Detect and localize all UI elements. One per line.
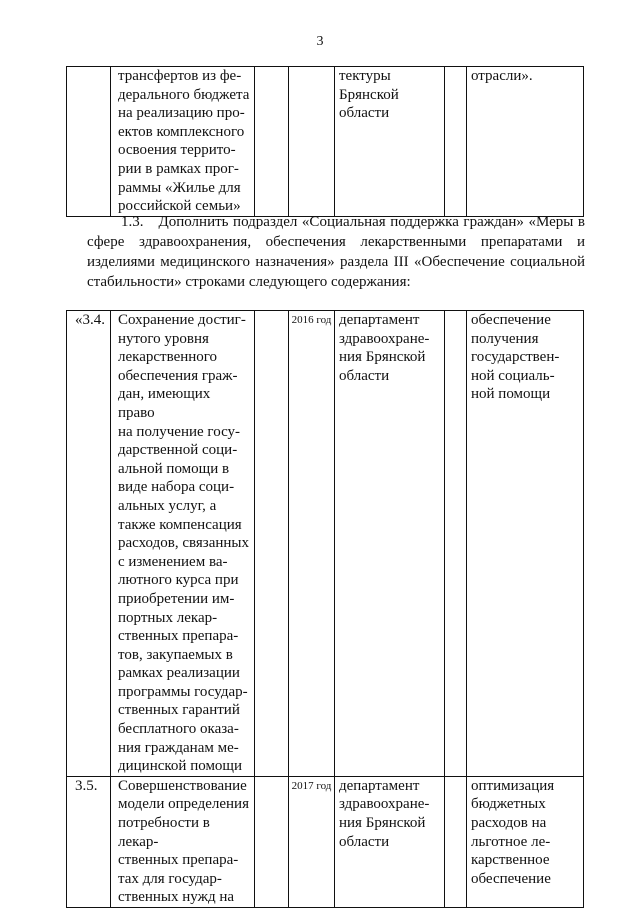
empty-cell <box>255 776 289 907</box>
amendment-paragraph: 1.3. Дополнить подраздел «Социальная поддержка граждан» «Меры в сфере здравоохранения, обеспечения лекарственными препаратами и изделиями медицинского назначения» раздела III «Обеспечение социальной стабильности» строками следующего содержания: <box>87 214 585 290</box>
page-number: 3 <box>316 34 324 49</box>
empty-cell <box>445 67 467 217</box>
empty-cell <box>255 67 289 217</box>
deadline-cell: 2016 год <box>289 311 335 777</box>
executor-cell: департамент здравоохране- ния Брянской области <box>335 776 445 907</box>
result-cell: обеспечение получения государствен- ной социаль- ной помощи <box>467 311 584 777</box>
executor-cell: тектуры Брянской области <box>335 67 445 217</box>
measures-table <box>66 310 584 908</box>
table-row <box>67 311 584 777</box>
empty-cell <box>445 776 467 907</box>
row-number: 3.5. <box>67 776 111 907</box>
result-cell: оптимизация бюджетных расходов на льготное ле- карственное обеспечение <box>467 776 584 907</box>
measure-text: Совершенствование модели определения потребности в лекар- ственных препара- тах для государ- ственных нужд на <box>111 776 255 907</box>
empty-cell <box>445 311 467 777</box>
table-row <box>67 776 584 907</box>
executor-cell: департамент здравоохране- ния Брянской области <box>335 311 445 777</box>
empty-cell <box>255 311 289 777</box>
deadline-cell <box>289 67 335 217</box>
row-number: «3.4. <box>67 311 111 777</box>
measure-text: Сохранение достиг- нутого уровня лекарственного обеспечения граж- дан, имеющих право на получение госу- дарственной соци- альной помощи в виде набора соци- альных услуг, а также компенсация расходов, связанных с изменением ва- лютного курса при приобретении им- портных лекар- ственных препара- тов, закупаемых в рамках реализации программы государ- ственных гарантий бесплатного оказа- ния гражданам ме- дицинской помощи <box>111 311 255 777</box>
table-row <box>67 67 584 217</box>
deadline-cell: 2017 год <box>289 776 335 907</box>
row-number <box>67 67 111 217</box>
measure-text: трансфертов из фе- дерального бюджета на реализацию про- ектов комплексного освоения террито- рии в рамках прог- раммы «Жилье для российской семьи» <box>111 67 255 217</box>
result-cell: отрасли». <box>467 67 584 217</box>
continuation-table <box>66 66 584 217</box>
